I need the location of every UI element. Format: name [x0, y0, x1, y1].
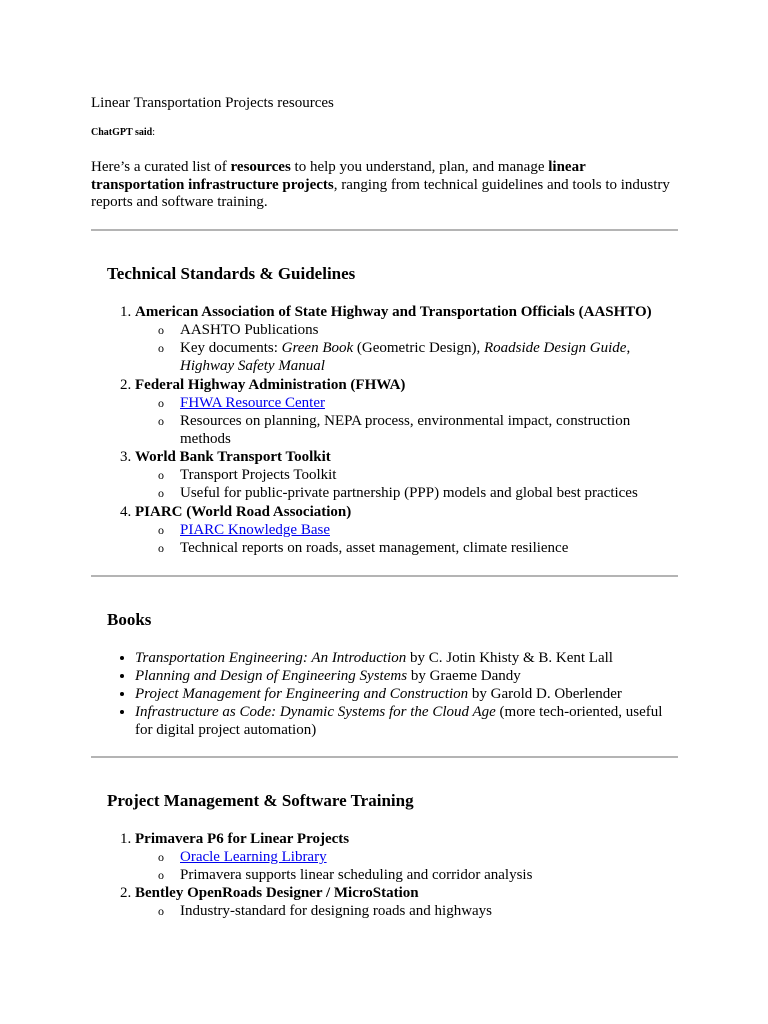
horizontal-rule: [91, 229, 678, 231]
sub-list: [135, 902, 679, 920]
horizontal-rule: [91, 575, 678, 577]
oracle-learning-library-link[interactable]: Oracle Learning Library: [180, 849, 327, 865]
sub-list-item: o Useful for public-private partnership (PPP) models and global best practices: [180, 484, 679, 502]
section-heading-training: Project Management & Software Training: [107, 791, 414, 810]
intro-text-3: , ranging from technical guidelines and tools to industry reports and software training.: [91, 176, 670, 210]
intro-text-1: Here’s a curated list of: [91, 159, 231, 175]
intro-bold-1: resources: [230, 159, 291, 175]
sub-list-item: [180, 394, 679, 412]
sub-list-item: o Transport Projects Toolkit: [180, 466, 679, 484]
list-item-title: Bentley OpenRoads Designer / MicroStation: [135, 885, 419, 902]
sub-list-item: [180, 848, 679, 866]
document-title: Linear Transportation Projects resources: [91, 95, 334, 111]
horizontal-rule: [91, 756, 678, 758]
list-item: [135, 503, 679, 557]
section-heading-standards: Technical Standards & Guidelines: [107, 264, 356, 283]
list-item: • Infrastructure as Code: Dynamic Systems for the Cloud Age (more tech-oriented, useful for digital project automation): [135, 703, 679, 739]
training-list: [91, 830, 679, 921]
list-item-title: American Association of State Highway and Transportation Officials (AASHTO): [135, 304, 652, 320]
sub-list: [135, 394, 679, 449]
list-item-title: World Bank Transport Toolkit: [135, 449, 331, 466]
assistant-said-label: [91, 127, 155, 139]
sub-list-item: o Key documents: Green Book (Geometric Design), Roadside Design Guide, Highway Safety Manual: [180, 339, 679, 375]
sub-list-item: o Primavera supports linear scheduling and corridor analysis: [180, 866, 679, 884]
sub-list-item: o AASHTO Publications: [180, 321, 679, 339]
standards-list: [91, 303, 679, 557]
intro-text-2: to help you understand, plan, and manage: [290, 159, 549, 175]
list-item: • Transportation Engineering: An Introduction by C. Jotin Khisty & B. Kent Lall: [135, 649, 679, 667]
books-list: [91, 649, 679, 739]
sub-list: [135, 848, 679, 884]
list-item-title: Federal Highway Administration (FHWA): [135, 376, 406, 393]
list-item: [135, 884, 679, 920]
sub-list-item: o Technical reports on roads, asset management, climate resilience: [180, 539, 679, 557]
sub-list-item: o Industry-standard for designing roads and highways: [180, 902, 679, 920]
list-item: • Project Management for Engineering and Construction by Garold D. Oberlender: [135, 685, 679, 703]
list-item: [135, 303, 679, 376]
piarc-knowledge-base-link[interactable]: PIARC Knowledge Base: [180, 521, 330, 538]
list-item: [135, 376, 679, 449]
list-item: [135, 830, 679, 884]
said-colon: :: [152, 127, 156, 138]
list-item: • Planning and Design of Engineering Systems by Graeme Dandy: [135, 667, 679, 685]
sub-list: [135, 521, 679, 557]
sub-list-item: o Resources on planning, NEPA process, environmental impact, construction methods: [180, 412, 679, 448]
sub-list-item: [180, 521, 679, 539]
intro-paragraph: [91, 159, 679, 212]
list-item-title: PIARC (World Road Association): [135, 503, 352, 520]
intro-bold-2: linear transportation infrastructure projects: [91, 159, 586, 193]
fhwa-resource-center-link[interactable]: FHWA Resource Center: [180, 394, 325, 411]
assistant-name: ChatGPT said: [91, 127, 153, 138]
sub-list: [135, 466, 679, 502]
list-item-title: Primavera P6 for Linear Projects: [135, 831, 350, 847]
section-heading-books: Books: [107, 610, 152, 629]
list-item: [135, 448, 679, 502]
sub-list: [135, 321, 679, 376]
